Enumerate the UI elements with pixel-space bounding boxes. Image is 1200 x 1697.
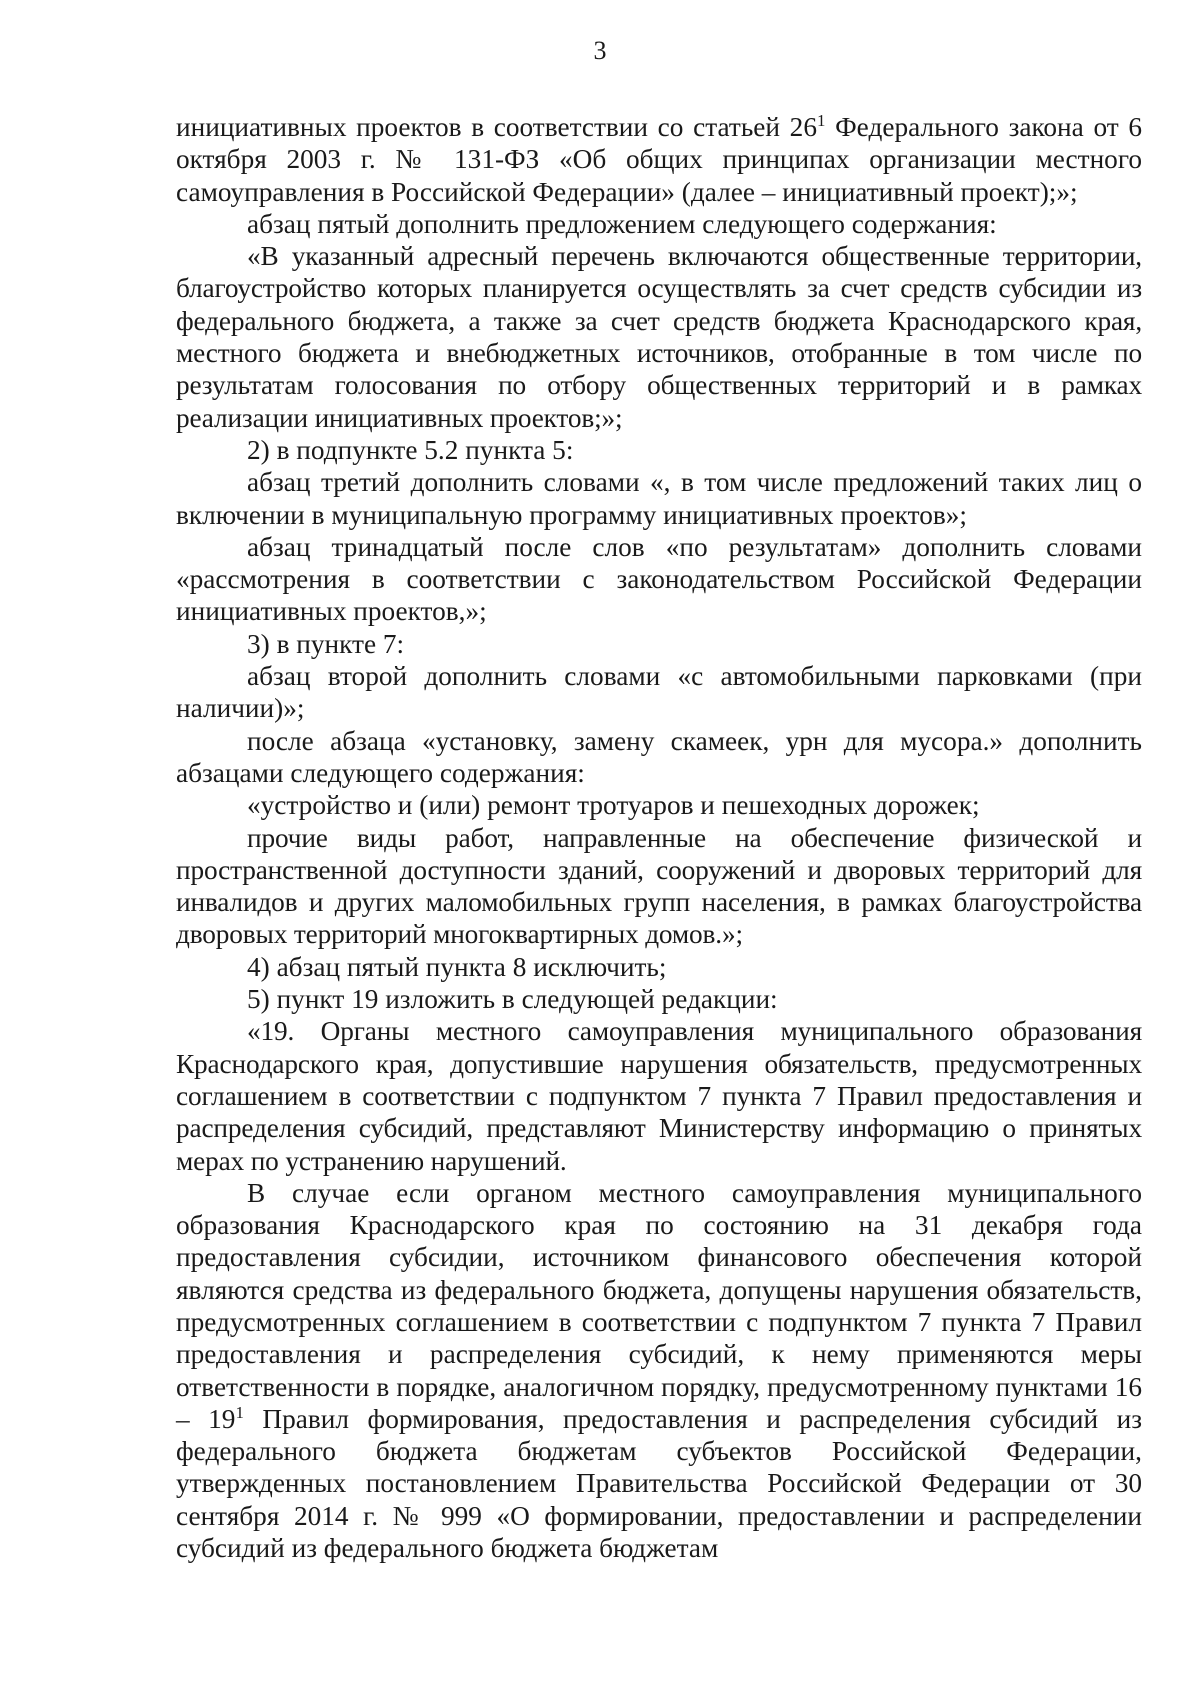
text-run: абзац пятый дополнить предложением следующего содержания: <box>247 208 997 239</box>
paragraph <box>176 434 1142 466</box>
text-run: абзац третий дополнить словами «, в том числе предложений таких лиц о включении в муниципальную программу инициативных проектов»; <box>176 467 1142 530</box>
paragraph <box>176 983 1142 1015</box>
text-run: «В указанный адресный перечень включаются общественные территории, благоустройство которых планируется осуществлять за счет средств субсидии из федерального бюджета, а также за счет средств бюджета Краснодарского края, местного бюджета и внебюджетных источников, отобранные в том числе по результатам голосования по отбору общественных территорий и в рамках реализации инициативных проектов;»; <box>176 241 1142 433</box>
paragraph <box>176 240 1142 434</box>
paragraph <box>176 660 1142 725</box>
text-run: прочие виды работ, направленные на обеспечение физической и пространственной доступности зданий, сооружений и дворовых территорий для инвалидов и других маломобильных групп населения, в рамках благоустройства дворовых территорий многоквартирных домов.»; <box>176 822 1142 950</box>
text-run: «19. Органы местного самоуправления муниципального образования Краснодарского края, допустившие нарушения обязательств, предусмотренных соглашением в соответствии с подпунктом 7 пункта 7 Правил предоставления и распределения субсидий, представляют Министерству информацию о принятых мерах по устранению нарушений. <box>176 1016 1142 1176</box>
paragraph <box>176 1177 1142 1565</box>
text-run: 3) в пункте 7: <box>247 628 405 659</box>
paragraph <box>176 951 1142 983</box>
paragraph <box>176 1015 1142 1176</box>
paragraph <box>176 531 1142 628</box>
text-run: Правил формирования, предоставления и распределения субсидий из федерального бюджета бюджетам субъектов Российской Федерации, утвержденных постановлением Правительства Российской Федерации от 30 сентября 2014 г. № 999 «О формировании, предоставлении и распределении субсидий из федерального бюджета бюджетам <box>176 1403 1143 1564</box>
paragraph <box>176 628 1142 660</box>
paragraph <box>176 822 1142 951</box>
superscript: 1 <box>816 110 826 130</box>
text-run: В случае если органом местного самоуправления муниципального образования Краснодарского края по состоянию на 31 декабря года предоставления субсидии, источником финансового обеспечения которой являются средства из федерального бюджета, допущены нарушения обязательств, предусмотренных соглашением в соответствии с подпунктом 7 пункта 7 Правил предоставления и распределения субсидий, к нему применяются меры ответственности в порядке, аналогичном порядку, предусмотренному пунктами 16 – 19 <box>176 1177 1142 1434</box>
paragraph <box>176 208 1142 240</box>
paragraph <box>176 111 1142 208</box>
text-run: «устройство и (или) ремонт тротуаров и пешеходных дорожек; <box>247 790 980 821</box>
text-run: абзац второй дополнить словами «с автомобильными парковками (при наличии)»; <box>176 661 1142 724</box>
text-run: после абзаца «установку, замену скамеек, урн для мусора.» дополнить абзацами следующего содержания: <box>176 725 1142 788</box>
superscript: 1 <box>235 1402 244 1422</box>
paragraph <box>176 466 1142 531</box>
text-run: 4) абзац пятый пункта 8 исключить; <box>247 951 667 982</box>
text-run: 2) в подпункте 5.2 пункта 5: <box>247 434 574 465</box>
page-number: 3 <box>593 36 607 65</box>
paragraph <box>176 725 1142 790</box>
text-run: 5) пункт 19 изложить в следующей редакции: <box>247 984 778 1015</box>
text-run: Федерального закона от 6 октября 2003 г. № 131-ФЗ «Об общих принципах организации местного самоуправления в Российской Федерации» (далее – инициативный проект);»; <box>176 112 1142 207</box>
text-run: инициативных проектов в соответствии со статьей 26 <box>176 112 817 142</box>
document-body <box>176 111 1142 1564</box>
paragraph <box>176 789 1142 821</box>
text-run: абзац тринадцатый после слов «по результатам» дополнить словами «рассмотрения в соответствии с законодательством Российской Федерации инициативных проектов,»; <box>176 531 1142 627</box>
